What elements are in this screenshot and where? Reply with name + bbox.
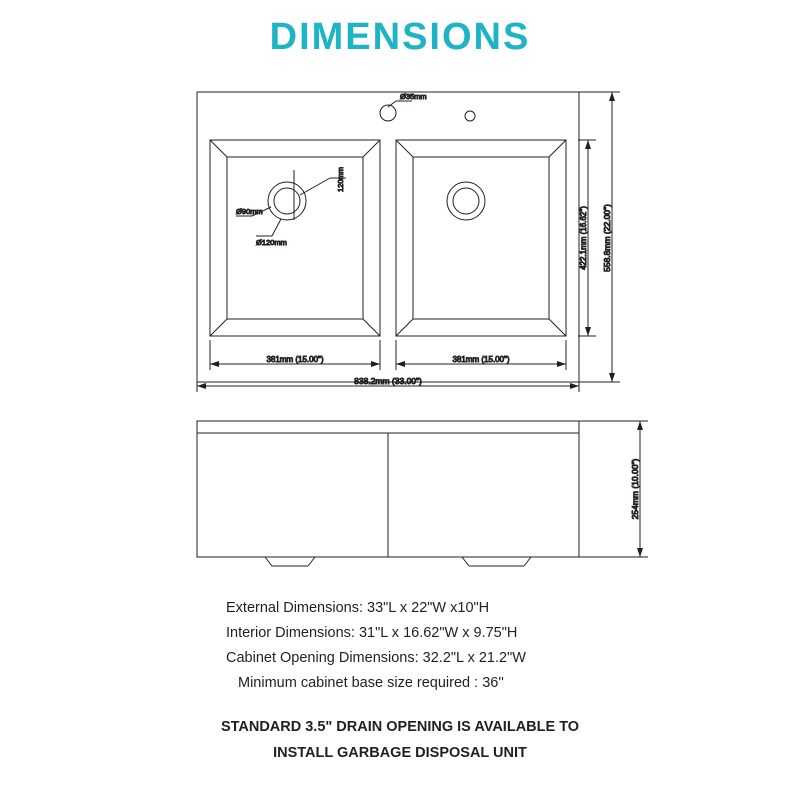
label-drain-depth: 120mm xyxy=(336,166,345,192)
right-bowl-bottom xyxy=(413,157,549,319)
label-overall-width: 838.2mm (33.00") xyxy=(354,376,422,386)
note-line-1: STANDARD 3.5" DRAIN OPENING IS AVAILABLE TO xyxy=(220,719,580,735)
right-bowl-outline xyxy=(396,140,566,336)
label-drain-outer: Ø90mm xyxy=(236,207,263,216)
specifications-list xyxy=(0,596,800,696)
sink-deck-outline xyxy=(197,92,579,382)
spec-minimum-cabinet-base: Minimum cabinet base size required : 36'' xyxy=(238,675,504,691)
page-title: DIMENSIONS xyxy=(269,16,531,58)
label-overall-depth: 558.8mm (22.00") xyxy=(602,204,612,272)
faucet-hole-center xyxy=(380,105,396,121)
label-left-bowl-width: 381mm (15.00") xyxy=(266,355,324,364)
spec-interior-dimensions: Interior Dimensions: 31"L x 16.62"W x 9.75"H xyxy=(226,625,518,641)
spec-external-dimensions: External Dimensions: 33"L x 22"W x10"H xyxy=(226,600,490,616)
drain-opening-note xyxy=(0,714,800,766)
label-faucet-hole: Ø35mm xyxy=(400,92,427,101)
left-bowl-outline xyxy=(210,140,380,336)
label-front-height: 254mm (10.00") xyxy=(630,458,640,520)
faucet-hole-secondary xyxy=(465,111,475,121)
label-interior-depth: 422.1mm (16.62") xyxy=(579,206,588,270)
right-drain-inner xyxy=(453,188,479,214)
label-drain-inner: Ø120mm xyxy=(256,238,287,247)
label-right-bowl-width: 381mm (15.00") xyxy=(452,355,510,364)
note-line-2: INSTALL GARBAGE DISPOSAL UNIT xyxy=(273,745,527,761)
spec-cabinet-opening-dimensions: Cabinet Opening Dimensions: 32.2"L x 21.2"W xyxy=(226,650,526,666)
left-drain-inner xyxy=(274,188,300,214)
